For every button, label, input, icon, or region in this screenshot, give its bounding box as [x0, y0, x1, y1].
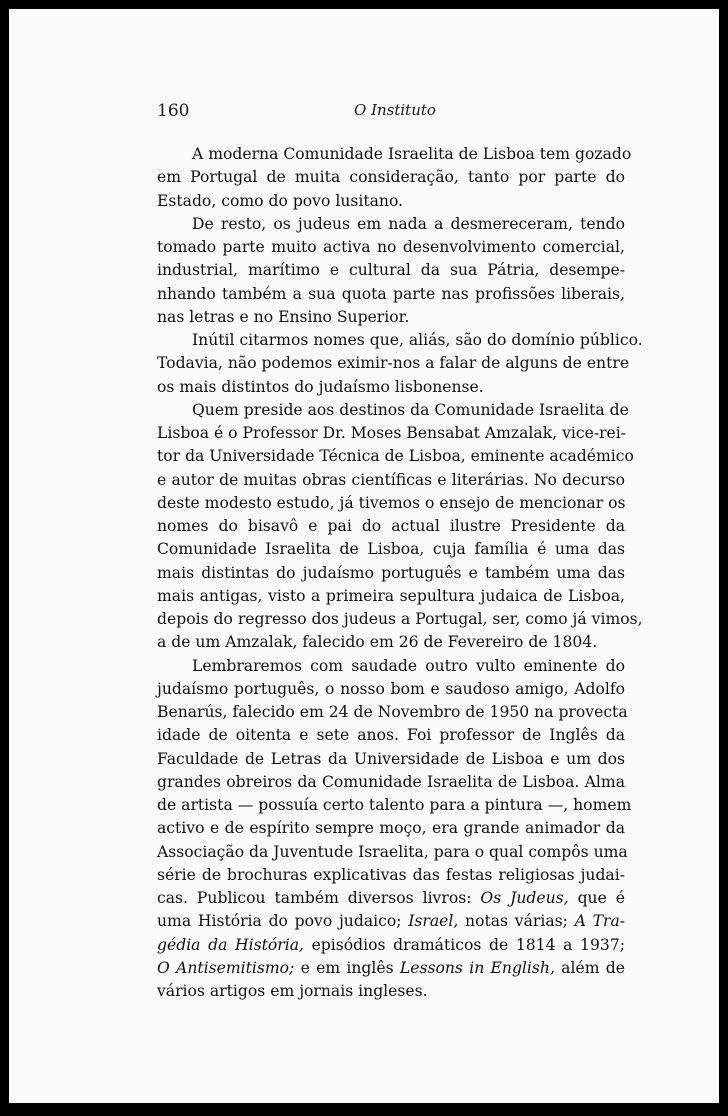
text-segment: judaísmo português, o nosso bom e saudoso amigo, Adolfo: [157, 679, 625, 698]
text-line: Comunidade Israelita de Lisboa, cuja família é uma das: [157, 540, 625, 559]
text-line: [157, 910, 625, 933]
text-line: [157, 841, 628, 864]
text-line: nomes do bisavô e pai do actual ilustre Presidente da: [157, 517, 625, 535]
book-title: gédia da História,: [157, 935, 304, 954]
paragraph-5: [157, 655, 632, 1004]
text-segment: Lembraremos com saudade outro vulto eminente do: [192, 656, 625, 675]
book-title: Lessons in English,: [399, 958, 555, 977]
text-line: A moderna Comunidade Israelita de Lisboa tem gozado: [192, 145, 632, 163]
paragraph-1: [157, 143, 632, 213]
paragraph-2: [157, 213, 625, 329]
text-segment: Associação da Juventude Israelita, para o qual compôs uma: [157, 842, 628, 861]
text-line: Quem preside aos destinos da Comunidade Israelita de: [192, 400, 629, 419]
text-line: [157, 980, 625, 1003]
text-line: [157, 957, 625, 980]
paragraph-4: [157, 399, 643, 655]
text-segment: série de brochuras explicativas das festas religiosas judai-: [157, 865, 625, 884]
text-line: mais antigas, visto a primeira sepultura judaica de Lisboa,: [157, 586, 625, 605]
text-segment: grandes obreiros da Comunidade Israelita de Lisboa. Alma: [157, 772, 625, 791]
text-segment: Faculdade de Letras da Universidade de Lisboa e um dos: [157, 749, 625, 768]
text-line: nhando também a sua quota parte nas profissões liberais,: [157, 284, 625, 303]
running-title: O Instituto: [354, 101, 436, 119]
text-line: Todavia, não podemos eximir-nos a falar de alguns de entre: [157, 354, 630, 373]
text-line: industrial, marítimo e cultural da sua Pátria, desempe-: [157, 261, 625, 280]
text-line: tor da Universidade Técnica de Lisboa, eminente académico: [157, 447, 634, 466]
text-line: [157, 701, 628, 724]
text-line: e autor de muitas obras científicas e literárias. No decurso: [157, 470, 625, 489]
text-segment: notas várias;: [458, 912, 575, 931]
text-line: [157, 678, 625, 701]
text-segment: de artista — possuía certo talento para a pintura —, homem: [157, 796, 632, 814]
text-line: Lisboa é o Professor Dr. Moses Bensabat Amzalak, vice-rei-: [157, 424, 627, 442]
text-line: nas letras e no Ensino Superior.: [157, 307, 410, 326]
text-line: em Portugal de muita consideração, tanto por parte do: [157, 168, 625, 187]
text-line: [157, 794, 632, 817]
text-line: deste modesto estudo, já tivemos o ensejo de mencionar os: [157, 493, 626, 512]
book-title: Israel,: [408, 912, 459, 931]
text-segment: Benarús, falecido em 24 de Novembro de 1950 na provecta: [157, 703, 628, 721]
text-line: [157, 748, 625, 771]
text-line: [157, 724, 625, 747]
text-line: [157, 655, 625, 678]
text-segment: que é: [568, 889, 625, 907]
book-page: [9, 9, 719, 1103]
book-title: Os Judeus,: [480, 889, 569, 907]
text-line: tomado parte muito activa no desenvolvimento comercial,: [157, 238, 625, 256]
text-line: Estado, como do povo lusitano.: [157, 191, 404, 210]
text-segment: cas. Publicou também diversos livros:: [157, 889, 481, 907]
text-segment: uma História do povo judaico;: [157, 912, 409, 931]
text-line: [157, 887, 625, 910]
text-line: depois do regresso dos judeus a Portugal, ser, como já vimos,: [157, 610, 643, 628]
book-title: O Antisemitismo;: [157, 958, 295, 977]
text-segment: vários artigos em jornais ingleses.: [157, 982, 428, 1000]
text-line: [157, 934, 625, 957]
text-line: [157, 864, 625, 887]
text-segment: activo e de espírito sempre moço, era grande animador da: [157, 819, 625, 838]
page-number: 160: [157, 101, 190, 121]
text-segment: além de: [554, 958, 625, 977]
text-line: De resto, os judeus em nada a desmereceram, tendo: [192, 214, 625, 233]
paragraph-3: [157, 329, 643, 399]
text-line: mais distintas do judaísmo português e também uma das: [157, 563, 625, 582]
text-segment: e em inglês: [294, 958, 400, 977]
book-title: A Tra-: [574, 912, 626, 931]
text-segment: idade de oitenta e sete anos. Foi professor de Inglês da: [157, 726, 625, 745]
text-line: a de um Amzalak, falecido em 26 de Fevereiro de 1804.: [157, 633, 598, 652]
text-line: [157, 817, 625, 840]
text-segment: episódios dramáticos de 1814 a 1937;: [303, 935, 625, 954]
body-text: [157, 143, 643, 1003]
text-line: [157, 771, 625, 794]
text-line: os mais distintos do judaísmo lisbonense.: [157, 377, 484, 396]
text-line: Inútil citarmos nomes que, aliás, são do domínio público.: [192, 331, 643, 349]
